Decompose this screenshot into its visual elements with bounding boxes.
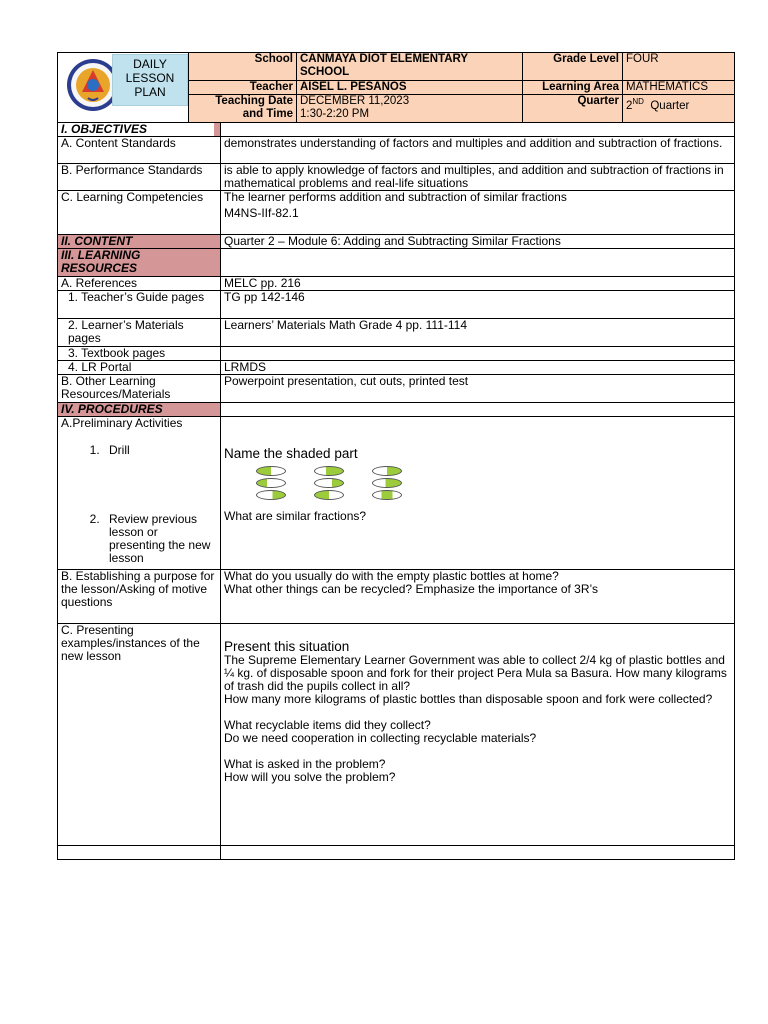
present-problem: The Supreme Elementary Learner Government was able to collect 2/4 kg of plastic bottles and ¼ kg. of disposable spoon and fork for their project Pera Mula sa Basura. How many kilograms of trash did the pupils collect in all?	[224, 653, 727, 693]
performance-standards-value: is able to apply knowledge of factors and multiples, and addition and subtraction of fractions in mathematical problems and real-life situations	[221, 164, 735, 191]
drill-item: 1. Drill	[103, 444, 217, 457]
procedures-heading: IV. PROCEDURES	[58, 403, 221, 417]
daily-lesson-plan-title: DAILY LESSON PLAN	[112, 54, 188, 106]
other-resources-label: B. Other Learning Resources/Materials	[58, 375, 221, 403]
grade-value: FOUR	[623, 53, 735, 81]
present-question-2: What recyclable items did they collect?	[224, 718, 431, 732]
review-prompt: What are similar fractions?	[224, 509, 367, 523]
header-logo-cell	[58, 53, 189, 123]
content-value: Quarter 2 – Module 6: Adding and Subtracting Similar Fractions	[221, 235, 735, 249]
area-value: MATHEMATICS	[623, 81, 735, 95]
presenting-examples-label: C. Presenting examples/instances of the new lesson	[58, 624, 221, 846]
preliminary-activities-cell: A.Preliminary Activities 1. Drill 2. Review previous lesson or presenting the new lesson	[58, 417, 221, 570]
teacher-label: Teacher	[189, 81, 297, 95]
presenting-examples-value	[221, 624, 735, 846]
teachers-guide-value: TG pp 142-146	[221, 291, 735, 319]
quarter-value: 2ND Quarter	[623, 95, 735, 123]
objectives-heading: I. OBJECTIVES	[58, 123, 221, 137]
lr-portal-label: 4. LR Portal	[58, 361, 221, 375]
quarter-label: Quarter	[523, 95, 623, 123]
references-value: MELC pp. 216	[221, 277, 735, 291]
fraction-figure	[256, 466, 286, 476]
school-label: School	[189, 53, 297, 81]
teacher-value: AISEL L. PESANOS	[297, 81, 523, 95]
content-heading: II. CONTENT	[58, 235, 221, 249]
fraction-figure	[256, 490, 286, 500]
review-item: 2. Review previous lesson or presenting the new lesson	[103, 513, 217, 565]
area-label: Learning Area	[523, 81, 623, 95]
fraction-figure	[372, 466, 402, 476]
establishing-purpose-value: What do you usually do with the empty plastic bottles at home? What other things can be recycled? Emphasize the importance of 3R’s	[221, 570, 735, 624]
school-value: CANMAYA DIOT ELEMENTARY SCHOOL	[297, 53, 523, 81]
shaded-fraction-figures	[256, 466, 731, 500]
lesson-body-table	[57, 122, 735, 860]
learning-resources-heading: III. LEARNING RESOURCES	[58, 249, 221, 277]
learners-materials-value: Learners’ Materials Math Grade 4 pp. 111-114	[221, 319, 735, 347]
present-heading: Present this situation	[224, 639, 350, 654]
fraction-figure	[372, 490, 402, 500]
establishing-purpose-label: B. Establishing a purpose for the lesson/Asking of motive questions	[58, 570, 221, 624]
drill-content-cell	[221, 417, 735, 570]
present-question-4: What is asked in the problem?	[224, 757, 386, 771]
fraction-figure	[314, 490, 344, 500]
lr-portal-value: LRMDS	[221, 361, 735, 375]
content-standards-value: demonstrates understanding of factors and multiples and addition and subtraction of fractions.	[221, 137, 735, 164]
lesson-plan-page	[57, 52, 734, 860]
date-value: DECEMBER 11,2023 1:30-2:20 PM	[297, 95, 523, 123]
content-standards-label: A. Content Standards	[58, 137, 221, 164]
performance-standards-label: B. Performance Standards	[58, 164, 221, 191]
fraction-figure	[314, 466, 344, 476]
date-label: Teaching Date and Time	[189, 95, 297, 123]
textbook-pages-value	[221, 347, 735, 361]
present-question-3: Do we need cooperation in collecting recyclable materials?	[224, 731, 537, 745]
grade-label: Grade Level	[523, 53, 623, 81]
references-label: A. References	[58, 277, 221, 291]
fraction-figure	[314, 478, 344, 488]
present-question-1: How many more kilograms of plastic bottles than disposable spoon and fork were collected?	[224, 692, 713, 706]
teachers-guide-label: 1. Teacher’s Guide pages	[58, 291, 221, 319]
learners-materials-label: 2. Learner’s Materials pages	[58, 319, 221, 347]
drill-prompt: Name the shaded part	[224, 446, 358, 461]
textbook-pages-label: 3. Textbook pages	[58, 347, 221, 361]
learning-competencies-label: C. Learning Competencies	[58, 191, 221, 235]
fraction-figure	[256, 478, 286, 488]
header-table	[57, 52, 735, 123]
other-resources-value: Powerpoint presentation, cut outs, printed test	[221, 375, 735, 403]
present-question-5: How will you solve the problem?	[224, 770, 396, 784]
preliminary-list	[61, 444, 217, 565]
fraction-figure	[372, 478, 402, 488]
learning-competencies-value: The learner performs addition and subtraction of similar fractions M4NS-IIf-82.1	[221, 191, 735, 235]
